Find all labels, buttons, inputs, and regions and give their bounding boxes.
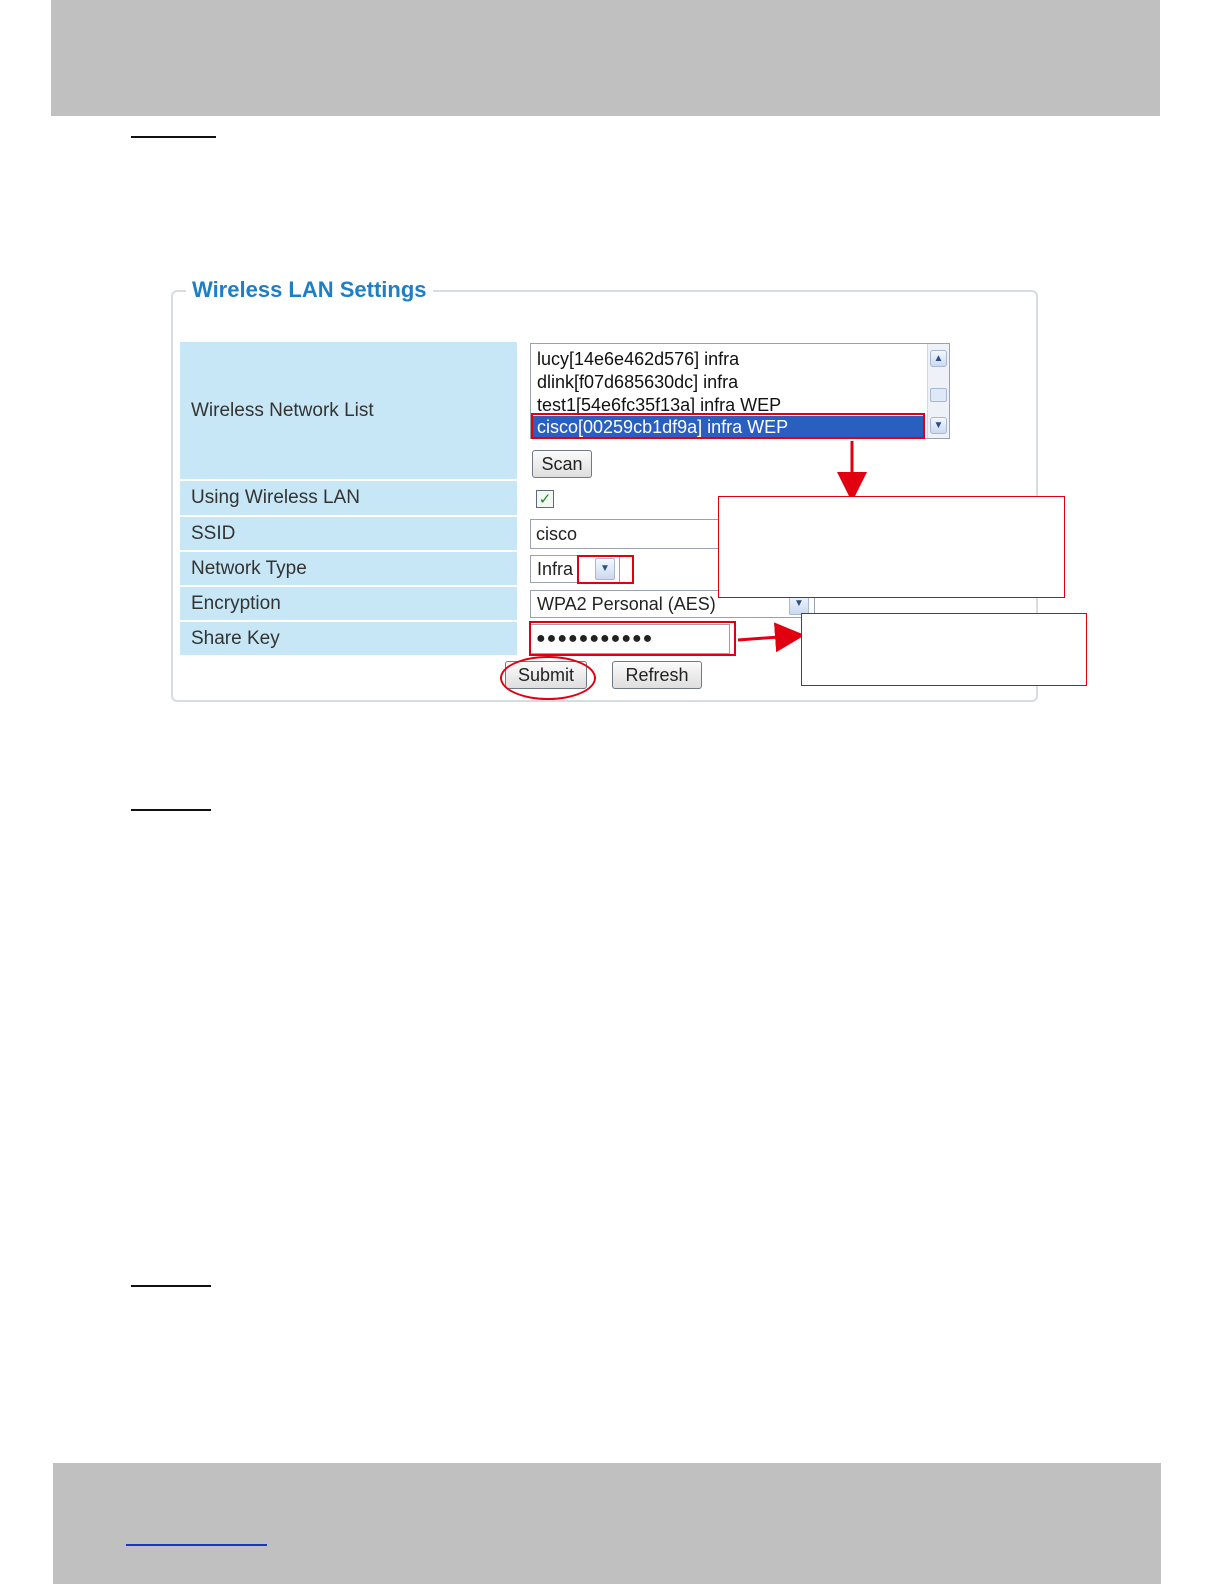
section-underline [131, 1285, 211, 1287]
network-item[interactable]: dlink[f07d685630dc] infra [537, 372, 739, 392]
label-ssid: SSID [180, 517, 517, 550]
chevron-down-icon[interactable]: ▼ [789, 593, 809, 615]
label-network-type: Network Type [180, 552, 517, 585]
label-using-wireless-lan: Using Wireless LAN [180, 481, 517, 515]
chevron-up-icon[interactable]: ▲ [930, 350, 947, 367]
share-key-input[interactable]: ●●●●●●●●●●● [530, 624, 730, 654]
ssid-input[interactable]: cisco [530, 519, 730, 549]
chevron-down-icon[interactable]: ▼ [930, 417, 947, 434]
arrow-right [738, 636, 793, 640]
encryption-value: WPA2 Personal (AES) [537, 594, 716, 614]
label-encryption: Encryption [180, 587, 517, 620]
scan-button[interactable]: Scan [532, 450, 592, 478]
callout-box-key [801, 613, 1087, 686]
chevron-down-icon[interactable]: ▼ [595, 558, 615, 580]
network-item-selected[interactable]: cisco[00259cb1df9a] infra WEP [532, 416, 924, 438]
panel-title: Wireless LAN Settings [186, 277, 433, 303]
network-type-value: Infra [537, 559, 574, 579]
page-footer-band [53, 1463, 1161, 1584]
network-item[interactable]: lucy[14e6e462d576] infra [537, 349, 740, 369]
callout-box-network [718, 496, 1065, 598]
label-wireless-network-list: Wireless Network List [180, 342, 517, 479]
refresh-button[interactable]: Refresh [612, 661, 702, 689]
label-share-key: Share Key [180, 622, 517, 655]
section-underline [131, 809, 211, 811]
using-wireless-checkbox[interactable]: ✓ [536, 490, 554, 508]
network-item[interactable]: test1[54e6fc35f13a] infra WEP [537, 395, 782, 415]
submit-button[interactable]: Submit [505, 661, 587, 689]
footer-link-underline[interactable] [126, 1544, 267, 1546]
